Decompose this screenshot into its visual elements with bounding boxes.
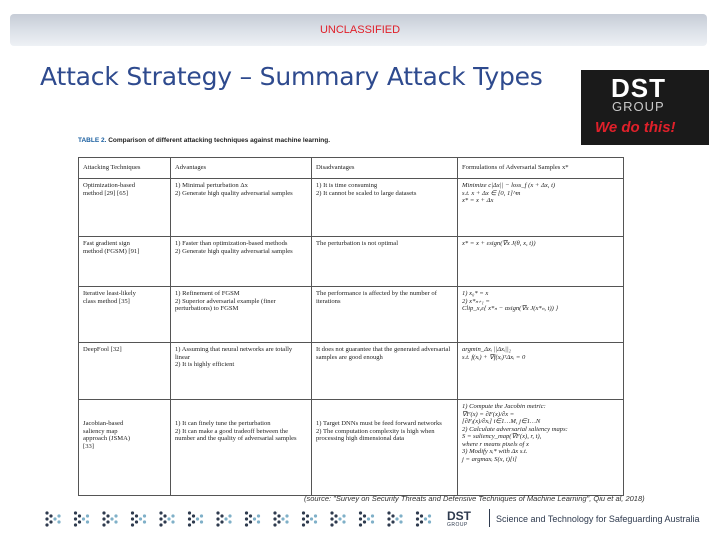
cell-line: 1) Target DNNs must be feed forward networks [316, 420, 442, 427]
footer-dot [188, 517, 191, 520]
footer-dot [82, 517, 85, 520]
footer-dot [102, 517, 105, 520]
footer-dot [171, 514, 174, 517]
footer-dot [196, 517, 199, 520]
footer-dot [200, 514, 203, 517]
cell-line: 1) x₀* = x [462, 290, 489, 297]
table-cell-formulation [458, 343, 624, 400]
footer-dot [245, 523, 248, 526]
footer-dot [74, 517, 77, 520]
footer-dot [285, 520, 288, 523]
table-cell-disadvantages [312, 400, 458, 496]
table-row [79, 179, 624, 237]
cell-line: 2) Superior adversarial example (finer perturbations) to FGSM [175, 297, 276, 313]
column-header: Formulations of Adversarial Samples x* [458, 158, 624, 179]
logo-group-text: GROUP [612, 99, 665, 114]
footer-dot [143, 514, 146, 517]
footer-dot [428, 520, 431, 523]
cell-line: S = saliency_map(∇F(x), r, t), [462, 433, 542, 441]
footer-dot [359, 517, 362, 520]
table-cell-technique [79, 287, 171, 343]
footer-dot [416, 517, 419, 520]
footer-dot [277, 514, 280, 517]
footer-dot [359, 511, 362, 514]
footer-dot [245, 511, 248, 514]
cell-line: Iterative least-likely [83, 290, 136, 297]
footer-dot [273, 511, 276, 514]
footer-dot [416, 523, 419, 526]
cell-line: Optimization-based [83, 182, 136, 189]
footer-dot [363, 520, 366, 523]
table-cell-technique [79, 400, 171, 496]
footer-dot [334, 520, 337, 523]
cell-line: 2) The computation complexity is high when processing high dimensional data [316, 427, 435, 443]
table-row [79, 400, 624, 496]
footer-dot [53, 517, 56, 520]
footer-dot [106, 520, 109, 523]
cell-line: 1) Faster than optimization-based methods [175, 240, 288, 247]
cell-line: method [29] [65] [83, 189, 129, 197]
footer-dot [416, 511, 419, 514]
footer-dot [74, 511, 77, 514]
cell-line: 1) Minimal perturbation Δx [175, 182, 248, 189]
table-cell-advantages [171, 400, 312, 496]
footer-dot [131, 523, 134, 526]
footer-dot [220, 514, 223, 517]
logo-tagline: We do this! [595, 119, 676, 136]
cell-line: It does not guarantee that the generated adversarial samples are good enough [316, 346, 451, 361]
footer-dot [102, 523, 105, 526]
table-cell-formulation [458, 237, 624, 287]
footer-dot [281, 517, 284, 520]
cell-line: 1) It is time consuming [316, 182, 378, 189]
column-header: Disadvantages [312, 158, 458, 179]
footer-dot [387, 523, 390, 526]
table-cell-advantages [171, 179, 312, 237]
cell-line: approach (JSMA) [83, 435, 131, 443]
cell-line: The performance is affected by the number of iterations [316, 290, 437, 305]
footer-dot [78, 520, 81, 523]
footer-dot [86, 520, 89, 523]
footer-dot [391, 520, 394, 523]
table-cell-advantages [171, 237, 312, 287]
footer-dot [163, 514, 166, 517]
footer-dot [57, 520, 60, 523]
cell-line: DeepFool [32] [83, 346, 122, 353]
logo-dst-text: DST [611, 73, 666, 103]
footer-dot [45, 511, 48, 514]
footer-dot [135, 520, 138, 523]
footer-logo-group: GROUP [447, 522, 468, 528]
footer-dot [224, 517, 227, 520]
footer-dot [420, 520, 423, 523]
footer-dot [86, 514, 89, 517]
table-cell-disadvantages [312, 343, 458, 400]
footer-dot [273, 523, 276, 526]
table-cell-technique [79, 179, 171, 237]
footer-dot [371, 514, 374, 517]
footer-dot [45, 517, 48, 520]
footer-dot [139, 517, 142, 520]
cell-line: The perturbation is not optimal [316, 240, 399, 247]
footer-dot [391, 514, 394, 517]
footer-dot [106, 514, 109, 517]
footer-dot [57, 514, 60, 517]
footer-decorative-dots [45, 510, 440, 528]
footer-dot [302, 511, 305, 514]
cell-line: ∇F(x) = ∂F(x)/∂x = [462, 410, 515, 418]
cell-line: 1) Assuming that neural networks are totally linear [175, 346, 293, 361]
cell-line: 1) Compute the Jacobin metric: [462, 403, 546, 410]
table-cell-disadvantages [312, 237, 458, 287]
footer-dot [359, 523, 362, 526]
footer-dot [306, 514, 309, 517]
footer-dot [216, 511, 219, 514]
footer-dot [45, 523, 48, 526]
table-cell-technique [79, 343, 171, 400]
cell-line: 2) x*ₙ₊₁ = [462, 297, 490, 305]
column-header: Advantages [171, 158, 312, 179]
footer-dot [285, 514, 288, 517]
footer-dot [424, 517, 427, 520]
table-cell-advantages [171, 287, 312, 343]
footer-dot [192, 514, 195, 517]
column-header: Attacking Techniques [79, 158, 171, 179]
footer-dot [420, 514, 423, 517]
table-cell-disadvantages [312, 287, 458, 343]
cell-line: Clip_x,ε{ x*ₙ − αsign(∇x J(x*ₙ, t)) } [462, 305, 559, 313]
footer-dot [49, 520, 52, 523]
footer-dot [399, 520, 402, 523]
cell-line: x* = x + Δx [462, 197, 494, 205]
table-caption [78, 137, 330, 144]
table-cell-advantages [171, 343, 312, 400]
footer-dot [363, 514, 366, 517]
footer-dot [216, 517, 219, 520]
footer-dot [306, 520, 309, 523]
footer-dot [74, 523, 77, 526]
cell-line: Fast gradient sign [83, 240, 130, 247]
footer-dot [245, 517, 248, 520]
footer-dot [399, 514, 402, 517]
footer-dot [131, 517, 134, 520]
table-caption-label: TABLE 2. [78, 137, 107, 144]
footer-dot [330, 511, 333, 514]
footer-dot [49, 514, 52, 517]
cell-line: s.t. f(xᵢ) + ∇f(xᵢ)ᵀΔxᵢ = 0 [462, 353, 526, 361]
table-row [79, 343, 624, 400]
footer-tagline: Science and Technology for Safeguarding Australia [496, 514, 700, 524]
cell-line: Minimize c|Δx|| − loss_f (x + Δx, t) [462, 182, 556, 189]
footer-dot [387, 517, 390, 520]
footer-dot [253, 517, 256, 520]
footer-dot [192, 520, 195, 523]
cell-line: Jacobian-based [83, 420, 124, 427]
cell-line: 2) Calculate adversarial saliency maps: [462, 425, 568, 433]
footer-dot [167, 517, 170, 520]
footer-dot [330, 523, 333, 526]
classification-label: UNCLASSIFIED [319, 24, 401, 36]
cell-line: 2) Generate high quality adversarial samples [175, 189, 293, 197]
cell-line: x* = x + εsign(∇x J(θ, x, t)) [462, 240, 536, 247]
table-cell-technique [79, 237, 171, 287]
footer-dot [302, 517, 305, 520]
footer-dot [273, 517, 276, 520]
footer-dot [114, 514, 117, 517]
footer-dot [249, 520, 252, 523]
comparison-table [78, 157, 624, 496]
footer-dot [302, 523, 305, 526]
table-body [79, 179, 624, 496]
footer-dot [102, 511, 105, 514]
footer-dot [143, 520, 146, 523]
cell-line: 2) It cannot be scaled to large datasets [316, 189, 417, 197]
cell-line: 3) Modify xᵢ* with Δx s.t. [462, 448, 528, 456]
footer-dot [395, 517, 398, 520]
footer-dot [216, 523, 219, 526]
footer-dot [257, 520, 260, 523]
cell-line: [∂Fⱼ(x)/∂xᵢ] i∈1…M, j∈1…N [462, 418, 541, 426]
footer-dot [78, 514, 81, 517]
footer-dot [314, 514, 317, 517]
cell-line: class method [35] [83, 297, 130, 305]
table-row [79, 287, 624, 343]
cell-line: 1) Refinement of FGSM [175, 290, 240, 297]
footer-dot [314, 520, 317, 523]
footer-dot [249, 514, 252, 517]
footer-dot [228, 514, 231, 517]
footer-dot [171, 520, 174, 523]
table-cell-formulation [458, 287, 624, 343]
footer-dot [131, 511, 134, 514]
footer-dot [188, 523, 191, 526]
table-row [79, 237, 624, 287]
footer-dot [159, 517, 162, 520]
source-citation: (source: "Survey on Security Threats and Defensive Techniques of Machine Learning", Qiu et al, 2018) [304, 494, 645, 503]
table-caption-text: Comparison of different attacking techniques against machine learning. [108, 137, 330, 144]
footer-dot [428, 514, 431, 517]
cell-line: j = argmaxᵢ S(x, t)[i] [462, 456, 517, 464]
footer-dot [110, 517, 113, 520]
cell-line: 2) It is highly efficient [175, 361, 235, 369]
footer-dot [159, 523, 162, 526]
footer-dot [330, 517, 333, 520]
footer-dot [220, 520, 223, 523]
footer-logo-dst: DST [447, 509, 471, 523]
cell-line: [33] [83, 442, 94, 450]
table-cell-formulation [458, 400, 624, 496]
footer-dot [163, 520, 166, 523]
footer-dot [334, 514, 337, 517]
slide-title: Attack Strategy – Summary Attack Types [40, 62, 543, 91]
cell-line: 1) It can finely tune the perturbation [175, 420, 271, 427]
footer-dot [387, 511, 390, 514]
dst-group-logo [581, 70, 709, 145]
footer-dot [114, 520, 117, 523]
footer-divider [489, 509, 490, 527]
footer-dot [342, 514, 345, 517]
cell-line: 2) It can make a good tradeoff between the number and the quality of adversarial samples [175, 427, 297, 443]
footer-dot [277, 520, 280, 523]
footer-dot [159, 511, 162, 514]
footer-dot [257, 514, 260, 517]
footer-dot [188, 511, 191, 514]
footer-dot [228, 520, 231, 523]
footer-dot [367, 517, 370, 520]
cell-line: s.t. x + Δx ∈ [0, 1]^m [462, 189, 521, 197]
cell-line: 2) Generate high quality adversarial samples [175, 247, 293, 255]
footer-dot [310, 517, 313, 520]
footer-dot [135, 514, 138, 517]
footer-dot [342, 520, 345, 523]
table-cell-formulation [458, 179, 624, 237]
cell-line: argmin_Δxᵢ ||Δxᵢ||₂ [462, 346, 511, 353]
cell-line: where r means pixels of x [462, 440, 529, 448]
table-header-row [79, 158, 624, 179]
cell-line: method (FGSM) [91] [83, 247, 140, 255]
footer-dot [371, 520, 374, 523]
footer-dot [338, 517, 341, 520]
footer-dot [200, 520, 203, 523]
cell-line: saliency map [83, 427, 118, 435]
table-cell-disadvantages [312, 179, 458, 237]
